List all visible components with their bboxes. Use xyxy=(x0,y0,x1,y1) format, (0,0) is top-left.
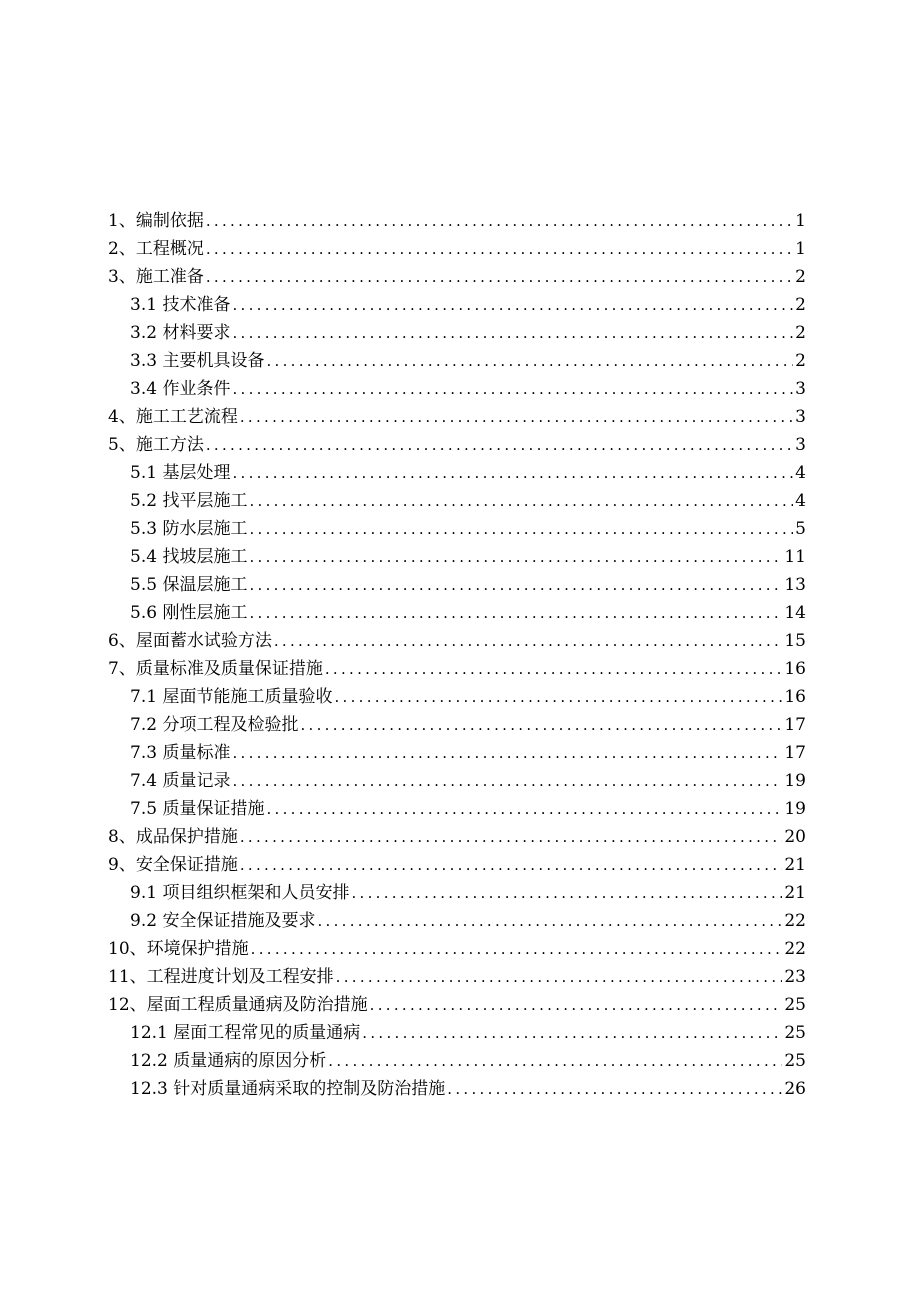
toc-entry[interactable] xyxy=(108,431,806,459)
toc-entry-page-number: 3 xyxy=(795,379,806,399)
toc-entry-page-number: 22 xyxy=(784,911,806,931)
toc-entry-page-number: 25 xyxy=(784,1051,806,1071)
toc-entry-page-number: 26 xyxy=(784,1079,806,1099)
toc-dot-leader xyxy=(249,543,782,571)
toc-entry[interactable] xyxy=(108,347,806,375)
toc-entry-label: 3.3 主要机具设备 xyxy=(130,351,265,371)
toc-dot-leader xyxy=(266,347,793,375)
toc-entry-label: 5.6 刚性层施工 xyxy=(130,603,248,623)
toc-entry-label: 7.3 质量标准 xyxy=(130,743,231,763)
toc-entry-label: 5、施工方法 xyxy=(108,435,204,455)
toc-entry-page-number: 2 xyxy=(795,267,806,287)
toc-entry-page-number: 5 xyxy=(795,519,806,539)
toc-dot-leader xyxy=(232,375,793,403)
toc-entry-page-number: 4 xyxy=(795,491,806,511)
toc-dot-leader xyxy=(232,319,793,347)
toc-entry[interactable] xyxy=(108,711,806,739)
toc-entry-label: 5.2 找平层施工 xyxy=(130,491,248,511)
toc-entry-label: 9.2 安全保证措施及要求 xyxy=(130,911,316,931)
toc-dot-leader xyxy=(317,907,782,935)
toc-dot-leader xyxy=(274,627,783,655)
toc-dot-leader xyxy=(362,1019,782,1047)
toc-dot-leader xyxy=(240,851,783,879)
toc-entry-label: 3.4 作业条件 xyxy=(130,379,231,399)
toc-entry-page-number: 3 xyxy=(795,407,806,427)
toc-entry[interactable] xyxy=(108,263,806,291)
toc-entry[interactable] xyxy=(108,487,806,515)
toc-entry-page-number: 17 xyxy=(784,743,806,763)
toc-dot-leader xyxy=(351,879,782,907)
toc-entry[interactable] xyxy=(108,375,806,403)
toc-dot-leader xyxy=(206,207,793,235)
toc-entry[interactable] xyxy=(108,1019,806,1047)
toc-entry[interactable] xyxy=(108,599,806,627)
toc-dot-leader xyxy=(447,1075,782,1103)
toc-entry-page-number: 25 xyxy=(784,995,806,1015)
toc-entry-page-number: 4 xyxy=(795,463,806,483)
toc-entry-page-number: 16 xyxy=(784,659,806,679)
toc-entry-label: 1、编制依据 xyxy=(108,211,204,231)
toc-entry-page-number: 19 xyxy=(784,771,806,791)
toc-entry[interactable] xyxy=(108,571,806,599)
toc-entry-label: 10、环境保护措施 xyxy=(108,939,249,959)
toc-dot-leader xyxy=(251,935,783,963)
toc-entry[interactable] xyxy=(108,291,806,319)
toc-entry-label: 4、施工工艺流程 xyxy=(108,407,238,427)
toc-entry[interactable] xyxy=(108,235,806,263)
toc-dot-leader xyxy=(240,403,793,431)
toc-entry-label: 7.2 分项工程及检验批 xyxy=(130,715,299,735)
toc-entry-label: 2、工程概况 xyxy=(108,239,204,259)
toc-entry-page-number: 20 xyxy=(784,827,806,847)
toc-entry-label: 6、屋面蓄水试验方法 xyxy=(108,631,272,651)
toc-entry-label: 8、成品保护措施 xyxy=(108,827,238,847)
toc-entry-label: 3.1 技术准备 xyxy=(130,295,231,315)
toc-entry-label: 9.1 项目组织框架和人员安排 xyxy=(130,883,350,903)
toc-entry-page-number: 15 xyxy=(784,631,806,651)
toc-entry-page-number: 1 xyxy=(795,239,806,259)
toc-dot-leader xyxy=(249,487,793,515)
toc-entry-label: 3、施工准备 xyxy=(108,267,204,287)
toc-entry-page-number: 17 xyxy=(784,715,806,735)
toc-dot-leader xyxy=(249,599,782,627)
toc-entry[interactable] xyxy=(108,403,806,431)
toc-entry-label: 5.3 防水层施工 xyxy=(130,519,248,539)
toc-dot-leader xyxy=(240,823,783,851)
toc-entry-page-number: 22 xyxy=(784,939,806,959)
toc-dot-leader xyxy=(334,683,782,711)
toc-entry-label: 5.1 基层处理 xyxy=(130,463,231,483)
table-of-contents xyxy=(108,207,806,1103)
toc-entry[interactable] xyxy=(108,543,806,571)
toc-dot-leader xyxy=(300,711,782,739)
toc-entry-page-number: 3 xyxy=(795,435,806,455)
toc-entry[interactable] xyxy=(108,515,806,543)
toc-entry-label: 7.5 质量保证措施 xyxy=(130,799,265,819)
toc-entry-page-number: 11 xyxy=(784,547,806,567)
toc-entry-label: 3.2 材料要求 xyxy=(130,323,231,343)
toc-entry-page-number: 2 xyxy=(795,295,806,315)
toc-dot-leader xyxy=(370,991,783,1019)
toc-entry[interactable] xyxy=(108,319,806,347)
toc-entry[interactable] xyxy=(108,739,806,767)
toc-dot-leader xyxy=(206,263,793,291)
toc-entry[interactable] xyxy=(108,991,806,1019)
toc-dot-leader xyxy=(325,655,783,683)
toc-dot-leader xyxy=(328,1047,782,1075)
toc-dot-leader xyxy=(232,291,793,319)
toc-entry[interactable] xyxy=(108,1075,806,1103)
toc-entry-page-number: 21 xyxy=(784,883,806,903)
toc-dot-leader xyxy=(249,515,793,543)
toc-entry[interactable] xyxy=(108,795,806,823)
toc-entry-label: 7.4 质量记录 xyxy=(130,771,231,791)
toc-entry[interactable] xyxy=(108,1047,806,1075)
toc-entry[interactable] xyxy=(108,459,806,487)
toc-entry[interactable] xyxy=(108,767,806,795)
toc-entry[interactable] xyxy=(108,823,806,851)
toc-dot-leader xyxy=(232,739,782,767)
toc-entry-page-number: 23 xyxy=(784,967,806,987)
toc-dot-leader xyxy=(206,235,793,263)
toc-entry-page-number: 14 xyxy=(784,603,806,623)
toc-entry-page-number: 16 xyxy=(784,687,806,707)
toc-entry[interactable] xyxy=(108,627,806,655)
toc-dot-leader xyxy=(266,795,782,823)
toc-entry[interactable] xyxy=(108,851,806,879)
toc-entry-label: 12.1 屋面工程常见的质量通病 xyxy=(130,1023,361,1043)
toc-entry-page-number: 1 xyxy=(795,211,806,231)
toc-entry[interactable] xyxy=(108,207,806,235)
toc-dot-leader xyxy=(232,767,782,795)
toc-dot-leader xyxy=(336,963,783,991)
toc-entry-page-number: 2 xyxy=(795,323,806,343)
toc-entry-page-number: 21 xyxy=(784,855,806,875)
toc-entry-page-number: 13 xyxy=(784,575,806,595)
toc-entry-label: 5.5 保温层施工 xyxy=(130,575,248,595)
toc-entry[interactable] xyxy=(108,907,806,935)
toc-entry-label: 9、安全保证措施 xyxy=(108,855,238,875)
toc-entry-label: 12.3 针对质量通病采取的控制及防治措施 xyxy=(130,1079,446,1099)
toc-entry-page-number: 19 xyxy=(784,799,806,819)
toc-entry-label: 5.4 找坡层施工 xyxy=(130,547,248,567)
toc-dot-leader xyxy=(232,459,793,487)
toc-entry-label: 7、质量标准及质量保证措施 xyxy=(108,659,323,679)
toc-entry[interactable] xyxy=(108,935,806,963)
toc-dot-leader xyxy=(206,431,793,459)
toc-entry[interactable] xyxy=(108,655,806,683)
toc-entry-page-number: 25 xyxy=(784,1023,806,1043)
toc-entry[interactable] xyxy=(108,963,806,991)
toc-dot-leader xyxy=(249,571,782,599)
toc-entry[interactable] xyxy=(108,683,806,711)
toc-entry-label: 12、屋面工程质量通病及防治措施 xyxy=(108,995,368,1015)
toc-entry-page-number: 2 xyxy=(795,351,806,371)
toc-entry-label: 12.2 质量通病的原因分析 xyxy=(130,1051,327,1071)
toc-entry-label: 11、工程进度计划及工程安排 xyxy=(108,967,334,987)
toc-entry-label: 7.1 屋面节能施工质量验收 xyxy=(130,687,333,707)
toc-entry[interactable] xyxy=(108,879,806,907)
